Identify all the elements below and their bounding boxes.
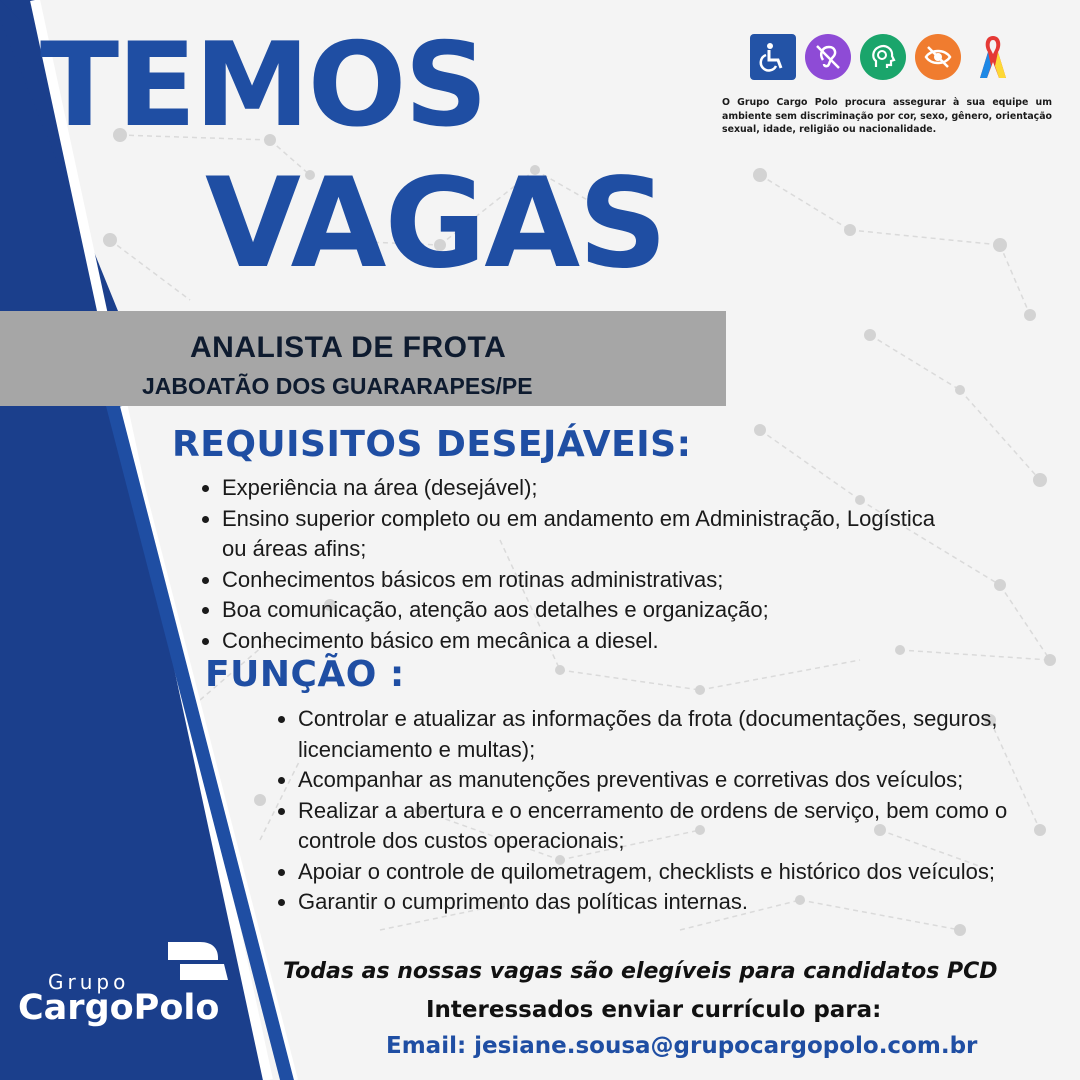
requirements-heading: REQUISITOS DESEJÁVEIS: [172, 424, 692, 465]
list-item: • Realizar a abertura e o encerramento de ordens de serviço, bem como o controle dos custos operacionais; [298, 796, 1038, 857]
list-item: • Conhecimentos básicos em rotinas administrativas; [222, 565, 1022, 596]
grupo-cargopolo-logo [18, 940, 258, 1030]
logo-mark-icon [166, 940, 228, 982]
list-item: • Boa comunicação, atenção aos detalhes e organização; [222, 595, 1022, 626]
contact-email[interactable]: Email: jesiane.sousa@grupocargopolo.com.br [386, 1033, 978, 1059]
list-item: • Apoiar o controle de quilometragem, checklists e histórico dos veículos; [298, 857, 1018, 888]
visually-impaired-icon [915, 34, 961, 80]
wheelchair-icon [750, 34, 796, 80]
accessibility-icons [750, 34, 1016, 80]
apply-instruction: Interessados enviar currículo para: [426, 997, 882, 1023]
list-item: • Conhecimento básico em mecânica a diesel. [222, 626, 1022, 657]
logo-name-text: CargoPolo [18, 988, 220, 1028]
list-item: • Ensino superior completo ou em andamento em Administração, Logística ou áreas afins; [222, 504, 962, 565]
title-line-temos: TEMOS [40, 18, 486, 153]
function-heading: FUNÇÃO : [205, 654, 405, 695]
autism-ribbon-icon [970, 34, 1016, 80]
job-location: JABOATÃO DOS GUARARAPES/PE [142, 373, 533, 399]
list-item: • Acompanhar as manutenções preventivas e corretivas dos veículos; [298, 765, 1080, 796]
hearing-impaired-icon [805, 34, 851, 80]
list-item: • Experiência na área (desejável); [222, 473, 1022, 504]
logo-grupo-text: Grupo [48, 970, 130, 994]
neurodiversity-icon [860, 34, 906, 80]
function-list [276, 704, 1080, 918]
pcd-eligibility-note: Todas as nossas vagas são elegíveis para candidatos PCD [283, 959, 998, 984]
job-title: ANALISTA DE FROTA [190, 331, 507, 364]
list-item: • Garantir o cumprimento das políticas internas. [298, 887, 1080, 918]
requirements-list [200, 473, 1022, 656]
non-discrimination-disclaimer: O Grupo Cargo Polo procura assegurar à sua equipe um ambiente sem discriminação por cor, sexo, gênero, orientação sexual, idade, religião ou nacionalidade. [722, 97, 1052, 136]
title-line-vagas: VAGAS [205, 152, 666, 296]
list-item: • Controlar e atualizar as informações da frota (documentações, seguros, licenciamento e multas); [298, 704, 1018, 765]
